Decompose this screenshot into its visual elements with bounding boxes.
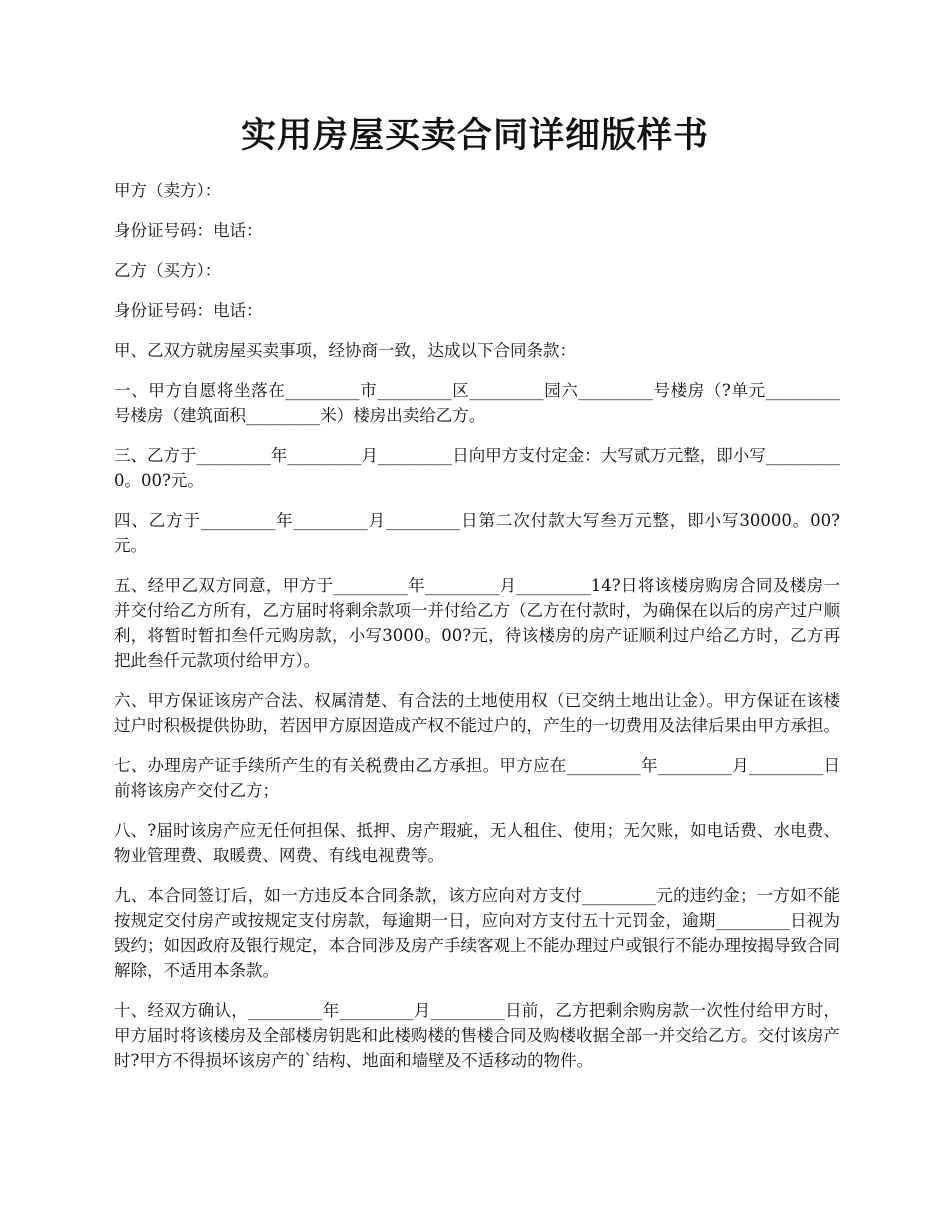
clause-4-paragraph: 四、乙方于_________年_________月_________日第二次付款大写叁万元整，即小写30000。00?元。 bbox=[114, 511, 840, 555]
buyer-line: 乙方（买方）： bbox=[114, 261, 222, 280]
clause-6-paragraph: 六、甲方保证该房产合法、权属清楚、有合法的土地使用权（已交纳土地出让金）。甲方保证在该楼过户时积极提供协助，若因甲方原因造成产权不能过户的，产生的一切费用及法律后果由甲方承担。 bbox=[114, 691, 840, 735]
seller-id-phone-line: 身份证号码：电话： bbox=[114, 221, 263, 240]
document-body bbox=[114, 178, 840, 1088]
buyer-id-phone-line: 身份证号码：电话： bbox=[114, 301, 263, 320]
document-title: 实用房屋买卖合同详细版样书 bbox=[240, 115, 709, 156]
clause-9-paragraph: 九、本合同签订后，如一方违反本合同条款，该方应向对方支付_________元的违约金；一方如不能按规定交付房产或按规定支付房款，每逾期一日，应向对方支付五十元罚金，逾期_________日视为毁约；如因政府及银行规定，本合同涉及房产手续客观上不能办理过户或银行不能办理按揭导致合同解除，不适用本条款。 bbox=[114, 886, 840, 980]
clause-5-paragraph: 五、经甲乙双方同意，甲方于_________年_________月_________14?日将该楼房购房合同及楼房一并交付给乙方所有，乙方届时将剩余款项一并付给乙方（乙方在付款时，为确保在以后的房产过户顺利，将暂时暂扣叁仟元购房款，小写3000。00?元，待该楼房的房产证顺利过户给乙方时，乙方再把此叁仟元款项付给甲方）。 bbox=[114, 576, 840, 670]
seller-line: 甲方（卖方）： bbox=[114, 181, 222, 200]
clause-8-paragraph: 八、?届时该房产应无任何担保、抵押、房产瑕疵，无人租住、使用；无欠账，如电话费、水电费、物业管理费、取暖费、网费、有线电视费等。 bbox=[114, 821, 840, 865]
clause-7-paragraph: 七、办理房产证手续所产生的有关税费由乙方承担。甲方应在_________年_________月_________日前将该房产交付乙方； bbox=[114, 756, 840, 800]
clause-10-paragraph: 十、经双方确认，_________年_________月_________日前，乙方把剩余购房款一次性付给甲方时，甲方届时将该楼房及全部楼房钥匙和此楼购楼的售楼合同及购楼收据全部一并交给乙方。交付该房产时?甲方不得损坏该房产的`结构、地面和墙壁及不适移动的物件。 bbox=[114, 1001, 840, 1070]
clause-3-paragraph: 三、乙方于_________年_________月_________日向甲方支付定金：大写贰万元整，即小写_________0。00?元。 bbox=[114, 446, 840, 490]
preamble-paragraph: 甲、乙双方就房屋买卖事项，经协商一致，达成以下合同条款： bbox=[114, 341, 576, 360]
clause-1-paragraph: 一、甲方自愿将坐落在_________市_________区_________园六_________号楼房（?单元_________号楼房（建筑面积_________米）楼房出卖给乙方。 bbox=[114, 381, 840, 425]
